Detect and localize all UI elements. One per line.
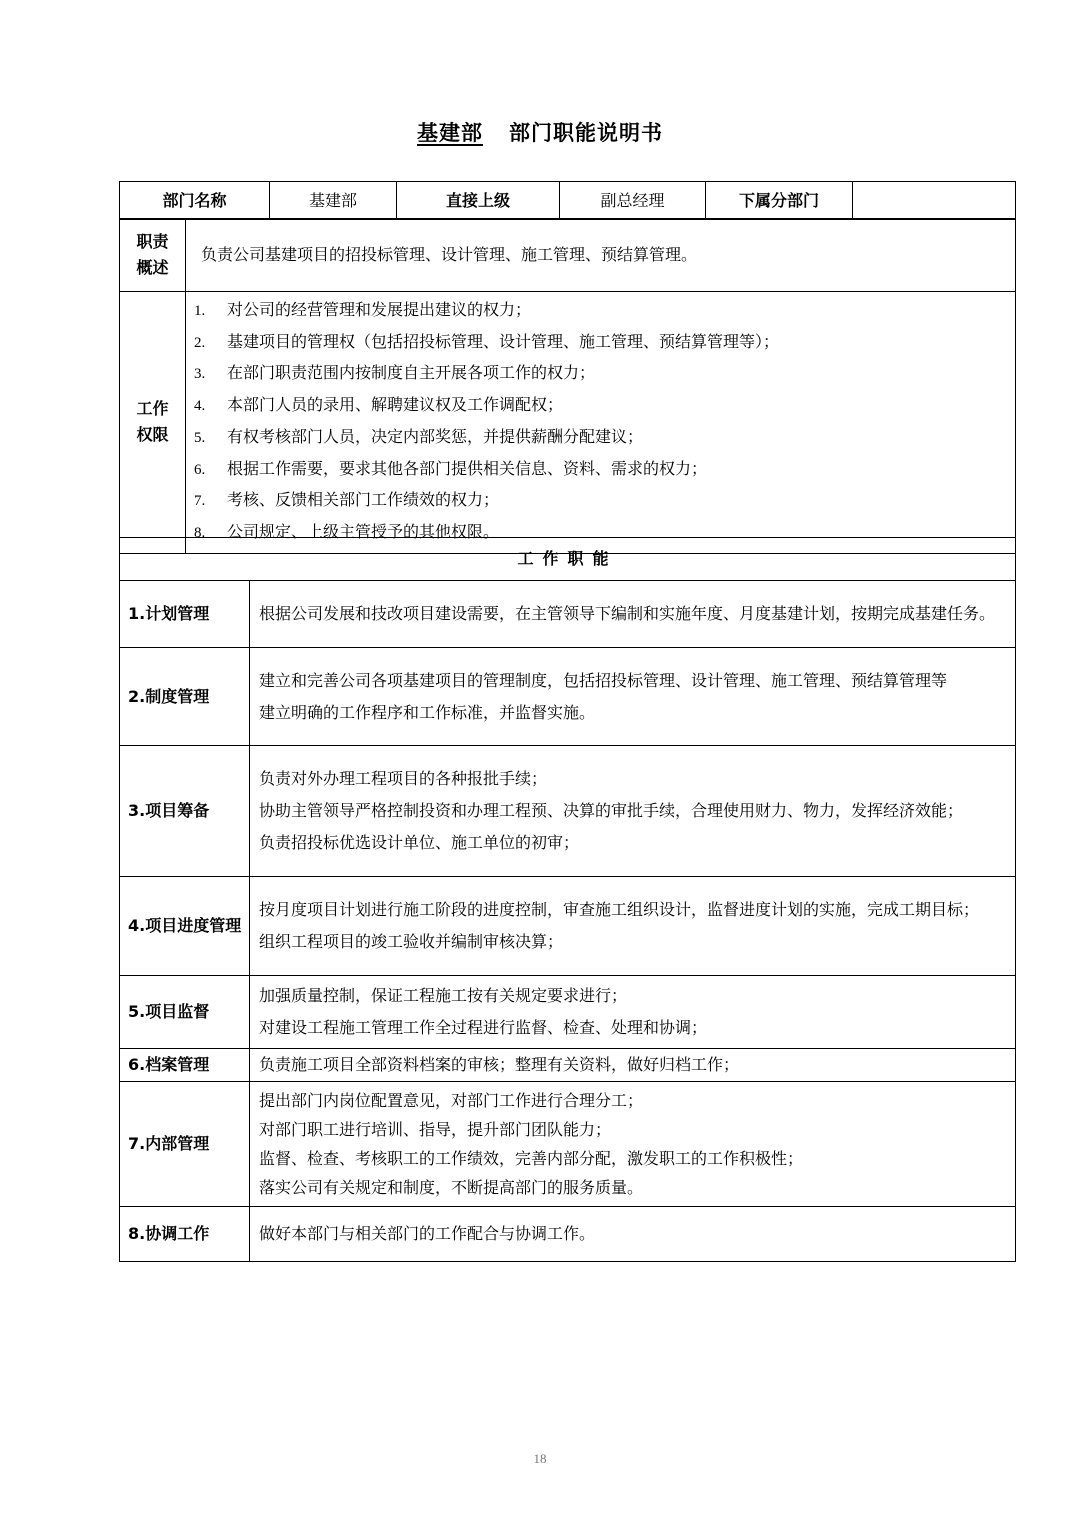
- function-line: 建立明确的工作程序和工作标准，并监督实施。: [259, 702, 596, 722]
- authority-label: [120, 292, 186, 554]
- function-desc: [250, 746, 1016, 877]
- overview-authority-table: [119, 218, 1015, 554]
- list-item-text: 本部门人员的录用、解聘建议权及工作调配权；: [227, 395, 564, 415]
- function-line: 负责招投标优选设计单位、施工单位的初审；: [259, 833, 580, 852]
- function-line: 提出部门内岗位配置意见，对部门工作进行合理分工；: [259, 1091, 644, 1110]
- function-line: 监督、检查、考核职工的工作绩效，完善内部分配，激发职工的工作积极性；: [259, 1149, 804, 1168]
- dept-name-value: 基建部: [270, 182, 397, 220]
- list-item-text: 基建项目的管理权（包括招投标管理、设计管理、施工管理、预结算管理等）；: [227, 331, 780, 351]
- function-line: 按月度项目计划进行施工阶段的进度控制，审查施工组织设计，监督进度计划的实施，完成工期目标；: [259, 900, 980, 919]
- list-item-text: 公司规定、上级主管授予的其他权限。: [227, 521, 500, 541]
- list-item: [194, 422, 1015, 454]
- header-table: [119, 181, 1015, 220]
- overview-label: [120, 219, 186, 292]
- list-item: [194, 454, 1015, 486]
- functions-table: [119, 537, 1015, 1262]
- function-desc: [250, 1082, 1016, 1207]
- functions-heading: 工作职能: [120, 538, 1016, 581]
- list-item: [194, 327, 1015, 359]
- function-label: 2.制度管理: [120, 648, 250, 746]
- function-label: 8.协调工作: [120, 1207, 250, 1262]
- sub-dept-label: 下属分部门: [706, 182, 853, 220]
- superior-label: 直接上级: [397, 182, 560, 220]
- function-label: 5.项目监督: [120, 976, 250, 1049]
- list-item-number: 2.: [194, 334, 206, 351]
- list-item-number: 7.: [194, 493, 206, 510]
- function-line: 落实公司有关规定和制度，不断提高部门的服务质量。: [259, 1178, 644, 1197]
- list-item-text: 根据工作需要，要求其他各部门提供相关信息、资料、需求的权力；: [227, 458, 708, 478]
- sub-dept-value: [853, 182, 1016, 220]
- list-item: [194, 485, 1015, 517]
- function-desc: [250, 581, 1016, 648]
- function-label: 3.项目筹备: [120, 746, 250, 877]
- list-item-text: 对公司的经营管理和发展提出建议的权力；: [227, 300, 532, 319]
- function-desc: [250, 976, 1016, 1049]
- function-line: 协助主管领导严格控制投资和办理工程预、决算的审批手续，合理使用财力、物力，发挥经济效能；: [259, 801, 964, 820]
- overview-text: 负责公司基建项目的招投标管理、设计管理、施工管理、预结算管理。: [186, 219, 1016, 292]
- function-line: 组织工程项目的竣工验收并编制审核决算；: [259, 932, 564, 951]
- list-item: [194, 295, 1015, 327]
- dept-name-label: 部门名称: [120, 182, 270, 220]
- title-doc-name: 部门职能说明书: [509, 121, 663, 145]
- list-item-number: 4.: [194, 398, 206, 415]
- list-item-number: 5.: [194, 429, 206, 446]
- function-label: 6.档案管理: [120, 1049, 250, 1082]
- function-line: 对建设工程施工管理工作全过程进行监督、检查、处理和协调；: [259, 1018, 708, 1037]
- function-line: 对部门职工进行培训、指导，提升部门团队能力；: [259, 1120, 612, 1139]
- authority-label-text: 工作权限: [136, 399, 169, 445]
- list-item-number: 6.: [194, 461, 206, 478]
- title-department: 基建部: [417, 121, 483, 145]
- function-line: 加强质量控制，保证工程施工按有关规定要求进行；: [259, 986, 628, 1005]
- list-item-number: 1.: [194, 303, 206, 319]
- list-item-number: 8.: [194, 524, 206, 541]
- list-item-text: 有权考核部门人员，决定内部奖惩，并提供薪酬分配建议；: [227, 426, 644, 446]
- list-item-number: 3.: [194, 366, 206, 383]
- function-line: 做好本部门与相关部门的工作配合与协调工作。: [259, 1224, 596, 1243]
- function-line: 负责施工项目全部资料档案的审核；整理有关资料，做好归档工作；: [259, 1055, 740, 1074]
- function-desc: [250, 1207, 1016, 1262]
- page-title: [0, 117, 1080, 147]
- page-number: 18: [533, 1451, 547, 1466]
- function-desc: [250, 1049, 1016, 1082]
- function-label: 4.项目进度管理: [120, 877, 250, 976]
- function-label: 7.内部管理: [120, 1082, 250, 1207]
- function-line: 根据公司发展和技改项目建设需要，在主管领导下编制和实施年度、月度基建计划，按期完成基建任务。: [259, 604, 996, 623]
- overview-label-text: 职责概述: [136, 232, 169, 277]
- superior-value: 副总经理: [560, 182, 706, 220]
- function-desc: [250, 877, 1016, 976]
- authority-list: [186, 292, 1016, 554]
- function-desc: [250, 648, 1016, 746]
- function-label: 1.计划管理: [120, 581, 250, 648]
- function-line: 建立和完善公司各项基建项目的管理制度，包括招投标管理、设计管理、施工管理、预结算管理等: [259, 670, 948, 690]
- list-item: [194, 390, 1015, 422]
- function-line: 负责对外办理工程项目的各种报批手续；: [259, 769, 548, 788]
- list-item-text: 在部门职责范围内按制度自主开展各项工作的权力；: [227, 363, 596, 383]
- list-item: [194, 358, 1015, 390]
- list-item-text: 考核、反馈相关部门工作绩效的权力；: [227, 490, 500, 510]
